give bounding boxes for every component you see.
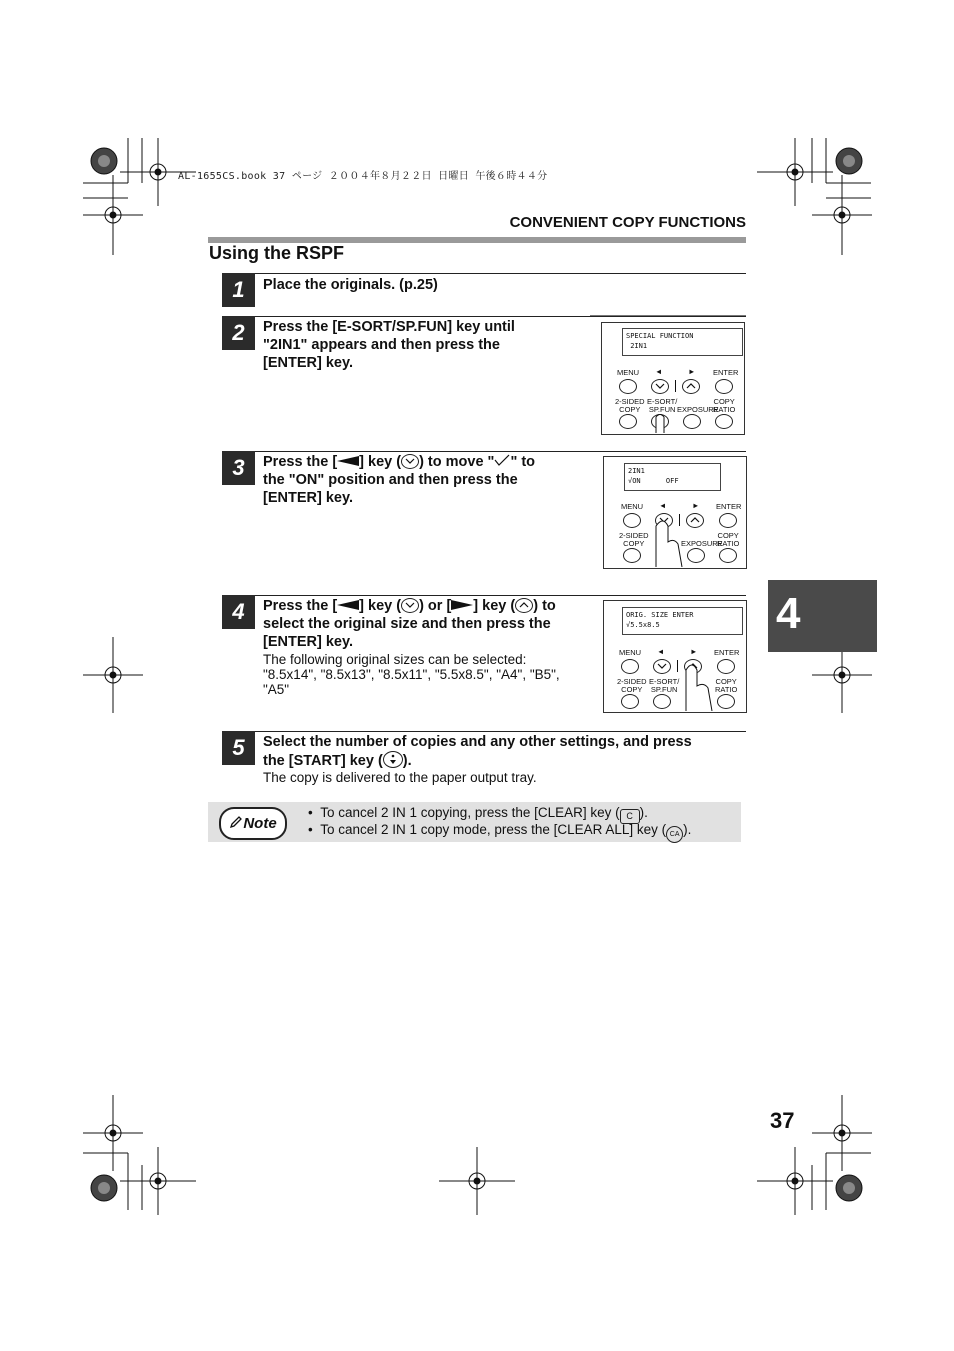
menu-button: [619, 379, 637, 394]
left-arrow-icon: [337, 456, 359, 466]
step-5-line: Select the number of copies and any other settings, and press: [263, 734, 692, 750]
step-4-rule: [222, 595, 746, 596]
lcd-display: [622, 607, 743, 635]
lcd-line: √ON OFF: [628, 477, 679, 485]
enter-label: ENTER: [713, 368, 739, 377]
copy-ratio-button: [719, 548, 737, 563]
menu-label: MENU: [621, 502, 644, 511]
lcd-display: [622, 328, 743, 356]
page-number: 37: [770, 1108, 795, 1133]
down-button: [651, 379, 669, 394]
two-sided-label: 2-SIDED COPY: [615, 397, 645, 414]
esort-button: [653, 694, 671, 709]
step-4-sizes: The following original sizes can be selected: "8.5x14", "8.5x13", "8.5x11", "5.5x8.5", "A4", "B5", "A5": [263, 652, 560, 697]
copy-ratio-label: COPY RATIO: [715, 677, 738, 694]
exposure-button: [687, 548, 705, 563]
copy-ratio-label: COPY RATIO: [713, 397, 736, 414]
step-4-line: select the original size and then press the: [263, 616, 551, 632]
two-sided-label: 2-SIDED COPY: [619, 531, 649, 548]
exposure-label: EXPOSURE: [681, 539, 723, 548]
copy-ratio-button: [715, 414, 733, 429]
clear-key-icon: C: [620, 809, 640, 824]
down-button: [653, 659, 671, 674]
step-1-text: Place the originals. (p.25): [263, 277, 438, 293]
step-3-text: [263, 453, 598, 507]
step-2-line: Press the [E-SORT/SP.FUN] key until: [263, 319, 515, 335]
page-title: Using the RSPF: [209, 243, 345, 263]
lcd-line: ORIG. SIZE ENTER: [626, 611, 694, 619]
copy-ratio-label: COPY RATIO: [717, 531, 740, 548]
down-arrow-key-icon: [401, 454, 419, 469]
step-4-number: 4: [222, 595, 255, 629]
two-sided-label: 2-SIDED COPY: [617, 677, 647, 694]
down-arrow-key-icon: [401, 598, 419, 613]
note-item: • To cancel 2 IN 1 copying, press the [CLEAR] key ( C ).: [308, 805, 648, 824]
chapter-tab: 4: [768, 580, 877, 652]
control-panel-illustration: [603, 456, 747, 569]
step-2-number: 2: [222, 316, 255, 350]
step-5-rule: [222, 731, 746, 732]
step-2-rule: [222, 316, 746, 317]
menu-label: MENU: [619, 648, 642, 657]
pencil-icon: [229, 815, 243, 829]
two-sided-button: [621, 694, 639, 709]
step-3-number: 3: [222, 451, 255, 485]
bullet: •: [308, 805, 321, 820]
step-2-text: [263, 318, 593, 372]
up-button: [686, 513, 704, 528]
lcd-display: [624, 463, 721, 491]
finger-icon: [650, 411, 670, 433]
step-3-rule: [222, 451, 746, 452]
step-3-line-1: Press the [ ] key ( ) to move " " to: [263, 454, 536, 470]
step-2-line: [ENTER] key.: [263, 355, 353, 371]
up-arrow-key-icon: [515, 598, 533, 613]
enter-button: [715, 379, 733, 394]
step-4-line: [ENTER] key.: [263, 634, 353, 650]
enter-button: [719, 513, 737, 528]
step-5-text: [263, 733, 748, 770]
lcd-line: SPECIAL FUNCTION: [626, 332, 694, 340]
control-panel-illustration: [601, 322, 745, 435]
finger-icon: [680, 658, 720, 711]
enter-label: ENTER: [714, 648, 740, 657]
step-1-number: 1: [222, 273, 255, 307]
step-4-line-1: Press the [ ] key ( ) or [ ] key ( ) to: [263, 598, 556, 614]
up-button: [682, 379, 700, 394]
two-sided-button: [619, 414, 637, 429]
menu-label: MENU: [617, 368, 640, 377]
enter-label: ENTER: [716, 502, 742, 511]
right-arrow-icon: [451, 600, 473, 610]
note-item: • To cancel 2 IN 1 copy mode, press the [CLEAR ALL] key ( CA ).: [308, 822, 691, 843]
left-arrow-label: ◄: [659, 501, 667, 510]
control-panel-illustration: [603, 600, 747, 713]
book-info: AL-1655CS.book 37 ページ ２００４年８月２２日 日曜日 午後６時４４分: [178, 171, 548, 182]
clear-all-key-icon: CA: [666, 826, 683, 843]
left-arrow-icon: [337, 600, 359, 610]
separator: [675, 380, 676, 392]
step-3-line: [ENTER] key.: [263, 490, 353, 506]
bullet: •: [308, 822, 321, 837]
two-sided-button: [623, 548, 641, 563]
esort-label: E-SORT/ SP.FUN: [647, 397, 678, 414]
left-arrow-label: ◄: [657, 647, 665, 656]
step-5-number: 5: [222, 731, 255, 765]
lcd-line: 2IN1: [626, 342, 648, 350]
step-4-text: [263, 597, 598, 651]
menu-button: [623, 513, 641, 528]
step-1-rule: [222, 273, 746, 274]
section-header: CONVENIENT COPY FUNCTIONS: [509, 214, 746, 231]
step-3-line: the "ON" position and then press the: [263, 472, 518, 488]
lcd-line: 2IN1: [628, 467, 645, 475]
exposure-label: EXPOSURE: [677, 405, 719, 414]
right-arrow-label: ►: [688, 367, 696, 376]
checkmark-icon: [494, 454, 510, 466]
exposure-button: [683, 414, 701, 429]
right-arrow-label: ►: [690, 647, 698, 656]
note-badge: Note: [219, 807, 287, 840]
left-arrow-label: ◄: [655, 367, 663, 376]
start-key-icon: [383, 751, 403, 768]
note-box: [208, 802, 741, 842]
lcd-line: √5.5x8.5: [626, 621, 660, 629]
step-5-sub: The copy is delivered to the paper output tray.: [263, 770, 537, 785]
separator: [677, 660, 678, 672]
step-5-line-2: the [START] key ( ).: [263, 753, 412, 769]
menu-button: [621, 659, 639, 674]
finger-icon: [648, 512, 688, 567]
step-2-line: "2IN1" appears and then press the: [263, 337, 500, 353]
right-arrow-label: ►: [692, 501, 700, 510]
esort-label: E-SORT/ SP.FUN: [649, 677, 680, 694]
